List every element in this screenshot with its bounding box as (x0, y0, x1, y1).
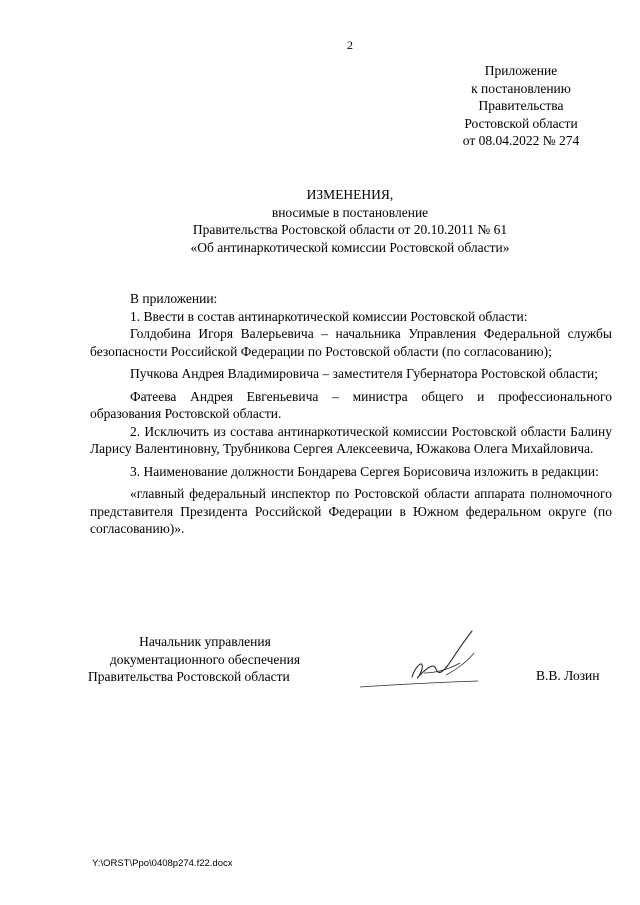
position-line: документационного обеспечения (109, 651, 301, 667)
appendix-line: Ростовской области (464, 115, 578, 131)
title-line: вносимые в постановление (271, 204, 429, 220)
intro-paragraph: В приложении: (130, 291, 218, 306)
document-body (90, 290, 612, 538)
paragraph-3-quote: «главный федеральный инспектор по Ростовской области аппарата полномочного представителя Президента Российской Федерации в Южном федеральном округе (по согласованию)». (90, 486, 612, 536)
paragraph-1-heading: 1. Ввести в состав антинаркотической комиссии Ростовской области: (130, 308, 528, 324)
appendix-header (440, 62, 602, 150)
member-paragraph: Фатеева Андрея Евгеньевича – министра общего и профессионального образования Ростовской области. (90, 388, 612, 421)
signatory-name: В.В. Лозин (536, 668, 600, 683)
member-paragraph: Пучкова Андрея Владимировича – заместителя Губернатора Ростовской области; (130, 366, 599, 381)
appendix-line: к постановлению (471, 80, 571, 96)
title-line: Правительства Ростовской области от 20.10.2011 № 61 (192, 222, 508, 237)
handwritten-signature (350, 623, 510, 703)
appendix-line: Приложение (484, 63, 558, 78)
document-title (120, 186, 580, 256)
paragraph-2: 2. Исключить из состава антинаркотической комиссии Ростовской области Балину Ларису Валентиновну, Трубникова Сергея Алексеевича, Южакова Олега Михайловича. (90, 423, 612, 456)
title-heading: ИЗМЕНЕНИЯ, (306, 187, 394, 202)
member-paragraph: Голдобина Игоря Валерьевича – начальника Управления Федеральной службы безопасности Российской Федерации по Ростовской области (по согласованию); (90, 326, 612, 359)
title-line: «Об антинаркотической комиссии Ростовской области» (190, 239, 510, 255)
position-line: Начальник управления (139, 634, 271, 649)
file-path-footer: Y:\ORST\Ppo\0408p274.f22.docx (92, 858, 233, 869)
page-number: 2 (347, 38, 353, 52)
appendix-line: Правительства (478, 98, 564, 113)
paragraph-3: 3. Наименование должности Бондарева Сергея Борисовича изложить в редакции: (130, 463, 599, 479)
position-line: Правительства Ростовской области (88, 669, 290, 684)
appendix-line: от 08.04.2022 № 274 (462, 133, 580, 148)
signatory-position (80, 633, 330, 686)
